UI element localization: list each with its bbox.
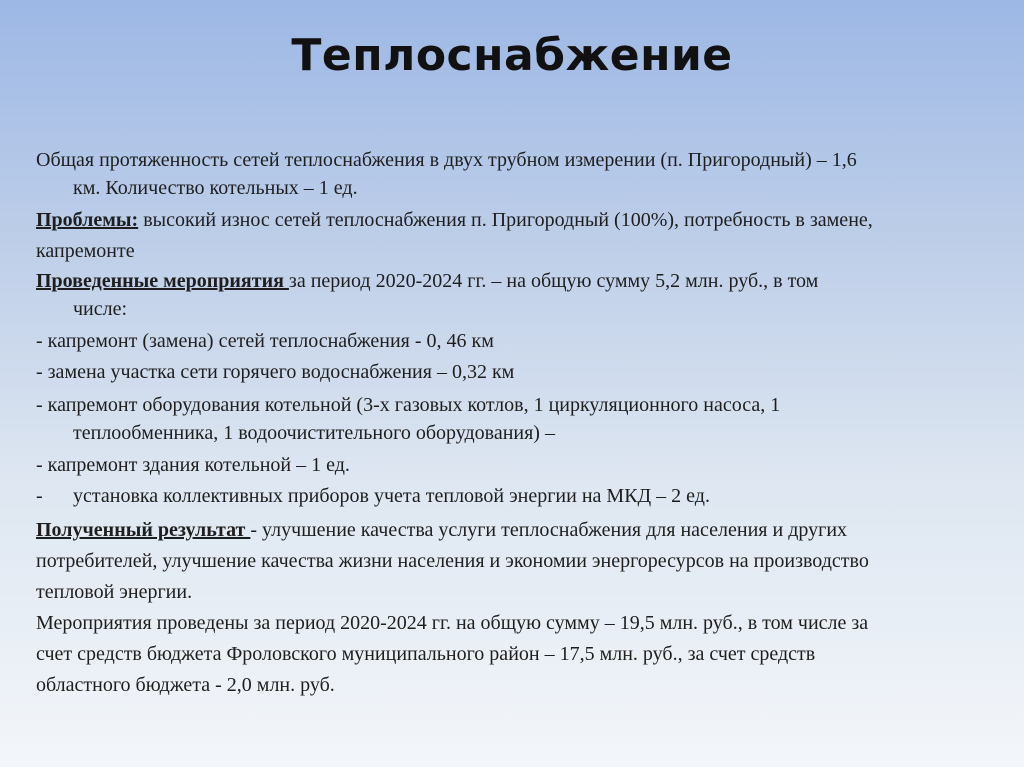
measure-item-3-line-2: теплообменника, 1 водоочистительного оборудования) – <box>73 422 555 444</box>
measure-item-2: - замена участка сети горячего водоснабжения – 0,32 км <box>36 361 515 383</box>
measure-item-5-dash: - <box>36 485 43 507</box>
measures-label: Проведенные мероприятия <box>36 270 289 292</box>
problems-line-1 <box>36 205 1006 236</box>
network-length-line-1: Общая протяженность сетей теплоснабжения в двух трубном измерении (п. Пригородный) – 1,6 <box>36 149 857 171</box>
summary-line-1: Мероприятия проведены за период 2020-2024 гг. на общую сумму – 19,5 млн. руб., в том числе за <box>36 612 869 634</box>
measures-line-1 <box>36 267 1006 295</box>
result-line-3: тепловой энергии. <box>36 581 193 603</box>
problems-label: Проблемы: <box>36 209 139 231</box>
slide-title: Теплоснабжение <box>291 30 733 81</box>
measure-item-1: - капремонт (замена) сетей теплоснабжения - 0, 46 км <box>36 330 494 352</box>
measure-item-5 <box>36 481 1006 512</box>
slide-body <box>36 146 1006 701</box>
problems-text: высокий износ сетей теплоснабжения п. Пригородный (100%), потребность в замене, <box>138 209 873 231</box>
summary-line-3: областного бюджета - 2,0 млн. руб. <box>36 674 335 696</box>
problems-line-2: капремонте <box>36 240 135 262</box>
result-line-1 <box>36 515 1006 546</box>
measures-line-2: числе: <box>73 298 128 320</box>
network-length-line-2: км. Количество котельных – 1 ед. <box>73 177 358 199</box>
measure-item-4: - капремонт здания котельной – 1 ед. <box>36 454 350 476</box>
measures-text: за период 2020-2024 гг. – на общую сумму 5,2 млн. руб., в том <box>288 270 819 292</box>
result-line-2: потребителей, улучшение качества жизни населения и экономии энергоресурсов на производство <box>36 550 869 572</box>
result-label: Полученный результат <box>36 519 251 541</box>
measure-item-3-line-1: - капремонт оборудования котельной (3-х газовых котлов, 1 циркуляционного насоса, 1 <box>36 394 781 416</box>
summary-line-2: счет средств бюджета Фроловского муниципального район – 17,5 млн. руб., за счет средств <box>36 643 816 665</box>
result-text: - улучшение качества услуги теплоснабжения для населения и других <box>250 519 848 541</box>
measure-item-5-text: установка коллективных приборов учета тепловой энергии на МКД – 2 ед. <box>73 485 710 507</box>
